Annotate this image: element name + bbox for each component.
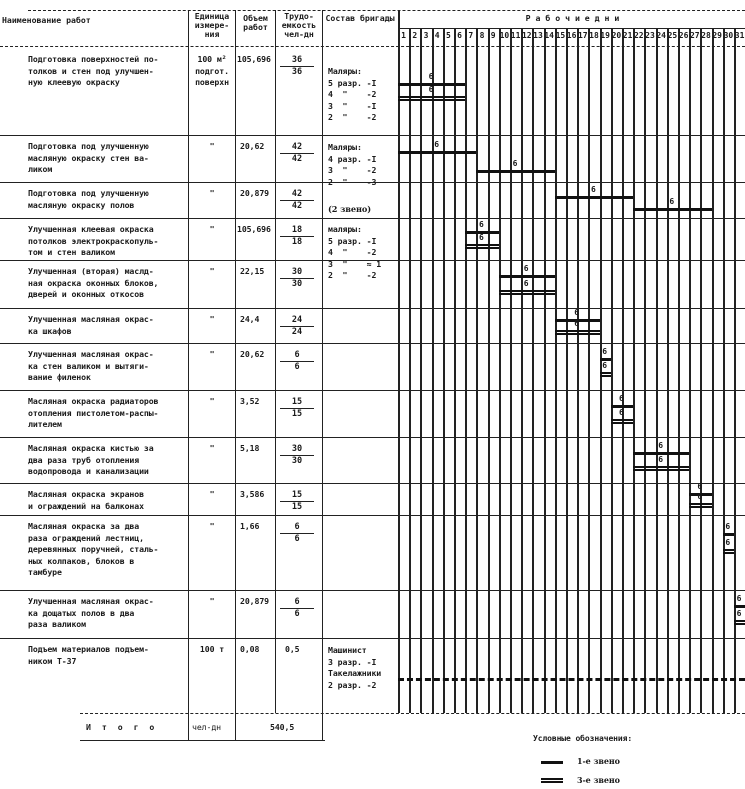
legend-item-1: 1-е звено	[577, 756, 620, 766]
gantt-bar-brigade-3	[465, 244, 499, 249]
day-column-line	[700, 28, 702, 713]
gantt-bar-brigade-3	[723, 549, 734, 554]
row-volume: 5,18	[240, 443, 260, 453]
labor-actual: 42	[291, 154, 303, 164]
gantt-bar-dashed	[398, 678, 745, 681]
legend-title: Условные обозначения:	[533, 734, 633, 743]
day-column-line	[409, 28, 411, 713]
legend-single-line-icon	[541, 761, 563, 764]
labor-plan: 42	[280, 189, 314, 201]
labor-plan: 6	[280, 350, 314, 362]
labor-plan: 36	[280, 55, 314, 67]
gantt-bar-label: 6	[523, 278, 529, 288]
gantt-bar-brigade-1	[555, 196, 633, 199]
labor-actual: 36	[291, 67, 303, 77]
day-number-2: 2	[412, 31, 418, 40]
day-column-line	[544, 28, 546, 713]
day-column-line	[600, 28, 602, 713]
day-column-line	[532, 28, 534, 713]
labor-actual: 30	[291, 279, 303, 289]
header-brigade: Состав бригады	[325, 13, 395, 23]
gantt-bar-brigade-1	[723, 533, 734, 536]
row-volume: 22,15	[240, 266, 265, 276]
day-number-10: 10	[499, 31, 510, 40]
day-number-12: 12	[521, 31, 532, 40]
header-work-name: Наименование работ	[2, 15, 91, 25]
row-labor-fraction	[280, 55, 314, 78]
total-bottom-line	[80, 740, 325, 741]
row-volume: 3,52	[240, 396, 260, 406]
total-divider-line	[188, 713, 189, 740]
gantt-bar-brigade-3	[633, 466, 689, 471]
row-unit: "	[209, 224, 215, 234]
day-number-16: 16	[566, 31, 577, 40]
day-number-9: 9	[490, 31, 496, 40]
brigade-composition: Маляры: 4 разр. -I 3 " -2 2 " -3	[328, 142, 377, 187]
day-number-15: 15	[555, 31, 566, 40]
day-column-line	[588, 28, 590, 713]
day-column-line	[420, 28, 422, 713]
grid-left-line	[398, 10, 400, 713]
day-column-line	[712, 28, 714, 713]
day-column-line	[678, 28, 680, 713]
gantt-bar-label: 6	[697, 482, 703, 492]
gantt-bar-label: 6	[428, 72, 434, 81]
gantt-bar-brigade-3	[398, 96, 465, 101]
header-volume: Объем работ	[243, 13, 268, 32]
row-work-name: Масляная окраска кистью за два раза труб отопления водопровода и канализации	[28, 443, 154, 476]
top-border-line	[28, 10, 745, 11]
row-labor-fraction	[280, 397, 314, 420]
row-labor-fraction	[280, 225, 314, 248]
row-work-name: Масляная окраска экранов и ограждений на балконах	[28, 489, 144, 511]
row-unit: "	[209, 489, 215, 499]
day-column-line	[577, 28, 579, 713]
gantt-bar-label: 6	[697, 491, 703, 501]
labor-plan: 6	[280, 522, 314, 534]
row-unit: "	[209, 188, 215, 198]
legend-item-2: 3-е звено	[577, 775, 620, 785]
labor-actual: 6	[294, 362, 300, 372]
row-unit: "	[209, 396, 215, 406]
gantt-bar-brigade-3	[734, 620, 745, 625]
gantt-bar-label: 6	[669, 197, 675, 206]
row-labor-fraction	[280, 522, 314, 545]
day-column-line	[432, 28, 434, 713]
day-column-line	[656, 28, 658, 713]
row-work-name: Масляная окраска радиаторов отопления пистолетом-распы- лителем	[28, 396, 159, 429]
labor-actual: 6	[294, 609, 300, 619]
header-labor: Трудо-емкость чел-дн	[281, 11, 317, 39]
day-number-3: 3	[423, 31, 429, 40]
gantt-bar-brigade-1	[633, 208, 711, 211]
row-volume: 0,08	[240, 644, 260, 654]
day-number-24: 24	[656, 31, 666, 40]
gantt-bar-brigade-3	[555, 330, 600, 335]
labor-actual: 15	[291, 502, 303, 512]
brigade-composition: (2 звено)	[328, 204, 371, 214]
row-unit: "	[209, 314, 215, 324]
row-work-name: Подъем материалов подъем- ником Т-37	[28, 644, 149, 666]
day-column-line	[443, 28, 445, 713]
day-column-line	[723, 28, 725, 713]
day-column-line	[499, 28, 501, 713]
gantt-bar-label: 6	[736, 608, 742, 618]
day-number-19: 19	[600, 31, 610, 40]
gantt-bar-label: 6	[574, 318, 580, 328]
day-number-6: 6	[457, 31, 462, 40]
total-value: 540,5	[270, 722, 295, 732]
total-divider-line	[322, 713, 323, 740]
day-number-30: 30	[723, 31, 734, 40]
gantt-bar-label: 6	[736, 594, 742, 604]
labor-actual: 6	[294, 534, 300, 544]
row-labor-fraction	[280, 490, 314, 513]
day-number-20: 20	[611, 31, 622, 40]
row-labor-fraction	[280, 315, 314, 338]
labor-plan: 30	[280, 267, 314, 279]
labor-plan: 15	[280, 490, 314, 502]
day-column-line	[622, 28, 624, 713]
header-working-days: Р а б о ч и е д н и	[525, 13, 620, 23]
gantt-bar-label: 6	[574, 308, 580, 318]
day-number-22: 22	[633, 31, 644, 40]
day-column-line	[465, 28, 467, 713]
day-column-line	[611, 28, 613, 713]
day-number-8: 8	[479, 31, 485, 40]
brigade-composition: Машинист 3 разр. -I Такелажники 2 разр. -2	[328, 645, 382, 690]
gantt-bar-label: 6	[434, 140, 440, 149]
column-divider-line	[188, 10, 189, 713]
day-number-23: 23	[645, 31, 655, 40]
row-work-name: Масляная окраска за два раза ограждений лестниц, деревянных поручней, сталь- ных колпаков, блоков в тамбуре	[28, 521, 159, 577]
row-unit: "	[209, 349, 215, 359]
day-number-21: 21	[622, 31, 633, 40]
labor-actual: 15	[291, 409, 303, 419]
day-number-18: 18	[589, 31, 599, 40]
day-column-line	[566, 28, 568, 713]
day-number-28: 28	[701, 31, 711, 40]
gantt-bar-label: 6	[479, 233, 484, 243]
day-number-11: 11	[510, 31, 521, 40]
row-work-name: Улучшенная масляная окрас- ка дощатых полов в два раза валиком	[28, 596, 154, 629]
labor-plan: 6	[280, 597, 314, 609]
row-unit: "	[209, 596, 215, 606]
row-unit: 100 т	[199, 644, 225, 654]
total-top-dashed-line	[80, 713, 745, 714]
row-volume: 20,62	[240, 141, 265, 151]
brigade-composition: маляры: 5 разр. -I 4 " -2 3 " ≈ 1 2 " -2	[328, 224, 382, 280]
gantt-bar-label: 6	[658, 440, 664, 450]
row-unit: "	[209, 443, 215, 453]
day-number-4: 4	[434, 31, 440, 40]
row-work-name: Улучшенная (вторая) маслд- ная окраска оконных блоков, дверей и оконных откосов	[28, 266, 159, 299]
row-work-name: Улучшенная клеевая окраска потолков электрокраскопуль- том и стен валиком	[28, 224, 159, 257]
row-unit: 100 м² подгот. поверхн	[195, 54, 229, 87]
row-volume: 1,66	[240, 521, 260, 531]
day-column-line	[555, 28, 557, 713]
row-volume: 105,696	[237, 54, 271, 64]
labor-plan: 24	[280, 315, 314, 327]
row-volume: 20,879	[240, 188, 269, 198]
gantt-bar-label: 6	[602, 347, 608, 357]
column-divider-line	[275, 10, 276, 713]
day-column-line	[454, 28, 456, 713]
gantt-bar-label: 6	[512, 159, 518, 168]
labor-actual: 24	[291, 327, 303, 337]
total-label: И т о г о	[86, 722, 158, 732]
row-work-name: Подготовка поверхностей по- толков и стен под улучшен- ную клеевую окраску	[28, 54, 159, 87]
day-number-13: 13	[533, 31, 543, 40]
day-number-14: 14	[544, 31, 554, 40]
labor-plan: 18	[280, 225, 314, 237]
day-number-25: 25	[667, 31, 678, 40]
labor-plan: 42	[280, 142, 314, 154]
labor-actual: 42	[291, 201, 303, 211]
day-column-line	[510, 28, 512, 713]
row-labor: 0,5	[285, 644, 300, 654]
gantt-bar-label: 6	[725, 538, 731, 547]
row-unit: "	[209, 266, 215, 276]
total-divider-line	[235, 713, 236, 740]
gantt-bar-label: 6	[619, 408, 624, 418]
gantt-bar-brigade-3	[600, 372, 611, 377]
row-volume: 24,4	[240, 314, 260, 324]
brigade-composition: Маляры: 5 разр. -I 4 " -2 3 " -I 2 " -2	[328, 66, 377, 122]
row-unit: "	[209, 521, 215, 531]
day-number-29: 29	[712, 31, 722, 40]
labor-actual: 18	[291, 237, 303, 247]
row-labor-fraction	[280, 142, 314, 165]
row-work-name: Улучшенная масляная окрас- ка шкафов	[28, 314, 154, 336]
row-work-name: Подготовка под улучшенную масляную окраску полов	[28, 188, 149, 210]
row-labor-fraction	[280, 444, 314, 467]
day-column-line	[488, 28, 490, 713]
labor-plan: 30	[280, 444, 314, 456]
labor-actual: 30	[291, 456, 303, 466]
row-labor-fraction	[280, 350, 314, 373]
gantt-bar-label: 6	[428, 85, 434, 94]
day-number-26: 26	[678, 31, 689, 40]
day-column-line	[644, 28, 646, 713]
row-volume: 105,696	[237, 224, 271, 234]
row-labor-fraction	[280, 597, 314, 620]
days-header-divider	[398, 28, 745, 29]
row-work-name: Улучшенная масляная окрас- ка стен валиком и вытяги- вание филенок	[28, 349, 154, 382]
column-divider-line	[235, 10, 236, 713]
day-column-line	[633, 28, 635, 713]
gantt-bar-brigade-3	[611, 419, 633, 424]
day-number-17: 17	[577, 31, 588, 40]
row-volume: 3,586	[240, 489, 265, 499]
header-unit: Единица измере-ния	[194, 11, 230, 39]
day-number-27: 27	[689, 31, 700, 40]
day-number-1: 1	[401, 31, 406, 40]
gantt-bar-label: 6	[658, 454, 664, 464]
day-column-line	[689, 28, 691, 713]
row-unit: "	[209, 141, 215, 151]
gantt-bar-label: 6	[619, 394, 624, 404]
legend-double-line-icon	[541, 778, 563, 783]
total-unit: чел-дн	[192, 722, 221, 732]
column-divider-line	[322, 10, 323, 713]
gantt-bar-label: 6	[479, 220, 484, 230]
gantt-bar-label: 6	[523, 264, 529, 274]
row-volume: 20,879	[240, 596, 269, 606]
gantt-bar-brigade-1	[476, 170, 554, 173]
day-column-line	[476, 28, 478, 713]
gantt-bar-brigade-1	[398, 151, 476, 154]
gantt-bar-label: 6	[725, 522, 731, 531]
day-number-5: 5	[445, 31, 451, 40]
day-number-31: 31	[734, 31, 745, 40]
day-column-line	[667, 28, 669, 713]
row-labor-fraction	[280, 189, 314, 212]
day-number-7: 7	[468, 31, 474, 40]
row-volume: 20,62	[240, 349, 265, 359]
gantt-bar-label: 6	[602, 361, 608, 371]
gantt-bar-label: 6	[591, 185, 596, 194]
labor-plan: 15	[280, 397, 314, 409]
gantt-bar-brigade-3	[499, 290, 555, 295]
gantt-bar-brigade-3	[689, 503, 711, 508]
row-work-name: Подготовка под улучшенную масляную окраску стен ва- ликом	[28, 141, 149, 174]
row-labor-fraction	[280, 267, 314, 290]
day-column-line	[521, 28, 523, 713]
